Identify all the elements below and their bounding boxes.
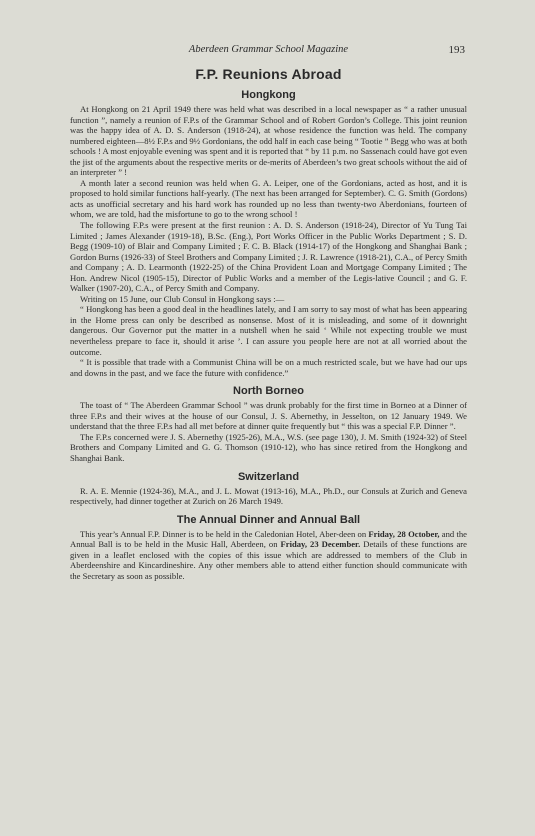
section-heading: Hongkong xyxy=(241,89,296,101)
running-title: Aberdeen Grammar School Magazine xyxy=(188,44,349,55)
paragraph: A month later a second reunion was held when G. A. Leiper, one of the Gordonians, acted as host, and it is proposed to hold similar functions half-yearly. (The next has been arranged for September). C. G. Smith (Gordons) acts as unofficial secretary and his hard work has rounded up no less than twenty-two Aberdonians, fourteen of whom, we are told, had the misfortune to go to the wrong school ! xyxy=(70,177,467,220)
paragraph xyxy=(70,529,467,582)
paragraph: The F.P.s concerned were J. S. Abernethy (1925-26), M.A., W.S. (see page 130), J. M. Smith (1924-32) of Steel Brothers and Company Limited and G. G. Thomson (1910-12), who has since retired from the Hongkong and Shanghai Bank. xyxy=(70,431,467,463)
section-heading: North Borneo xyxy=(233,385,304,398)
paragraph: The following F.P.s were present at the first reunion : A. D. S. Anderson (1918-24), Director of Yu Tung Tai Limited ; James Alexander (1919-18), B.Sc. (Eng.), Port Works Officer in the Public Works Department ; S. D. Begg (1909-10) of Blair and Company Limited ; F. C. B. Black (1914-17) of the Hongkong and Shanghai Bank ; Gordon Burns (1926-33) of Steel Brothers and Company Limited ; J. R. Lawrence (1918-21), C.A., of Percy Smith and Company ; A. D. Learmonth (1922-25) of the China Provident Loan and Mortgage Company Limited ; The Hon. Andrew Nicol (1905-15), Director of Public Works and a member of the Legis-lative Council ; and G. F. Walker (1907-20), C.A., of Percy Smith and Company. xyxy=(70,220,467,294)
section-north-borneo xyxy=(70,385,467,463)
section-heading: The Annual Dinner and Annual Ball xyxy=(176,513,361,526)
section-hongkong xyxy=(70,89,467,378)
running-header xyxy=(70,44,467,58)
paragraph: R. A. E. Mennie (1924-36), M.A., and J. L. Mowat (1913-16), M.A., Ph.D., our Consuls at Zurich and Geneva respectively, had dinner together at Zurich on 26 March 1949. xyxy=(70,485,467,507)
dinner-text-2: and the Annual Ball is to be held in the Music Hall, Aberdeen, on xyxy=(70,528,467,550)
section-annual-dinner xyxy=(70,514,467,582)
section-switzerland xyxy=(70,471,467,507)
article-title: F.P. Reunions Abroad xyxy=(195,66,342,82)
dinner-text-1: This year’s Annual F.P. Dinner is to be held in the Caledonian Hotel, Aber-deen on xyxy=(80,528,369,539)
paragraph: “ It is possible that trade with a Communist China will be on a much restricted scale, but we have had our ups and downs in the past, and we face the future with confidence.” xyxy=(70,357,467,378)
paragraph: “ Hongkong has been a good deal in the headlines lately, and I am sorry to say most of what has been appearing in the Home press can only be described as nonsense. Most of it is misleading, and some of it downright dangerous. Our Governor put the matter in a nutshell when he said ‘ While not expecting trouble we must nevertheless prepare to face it, should it arise ’. I can assure you people here are not at all worried about the outcome. xyxy=(70,304,467,357)
paragraph: The toast of “ The Aberdeen Grammar School ” was drunk probably for the first time in Borneo at a Dinner of three F.P.s and their wives at the house of our Consul, J. S. Abernethy, in Jesselton, on 12 January 1949. We understand that the three F.P.s had all met before at dinner quite frequently but “ this was a special F.P. Dinner ”. xyxy=(70,400,467,432)
dinner-date: Friday, 28 October, xyxy=(368,528,440,539)
ball-date: Friday, 23 December. xyxy=(280,539,361,550)
paragraph: Writing on 15 June, our Club Consul in Hongkong says :— xyxy=(80,293,285,304)
section-heading: Switzerland xyxy=(237,470,300,483)
paragraph: At Hongkong on 21 April 1949 there was held what was described in a local newspaper as “ a rather unusual function ”, namely a reunion of F.P.s of the Grammar School and of Robert Gordon’s College. This joint reunion was the happy idea of A. D. S. Anderson (1918-24), at whose residence the function was held. The company numbered eighteen—8½ F.P.s and 9½ Gordonians, the odd half in each case being “ Tootie ” Begg who was at both schools ! A most enjoyable evening was spent and it is reported that “ by 11 p.m. no Sassenach could have got even the jist of the arguments about the respective merits or de-merits of Aberdeen’s two great schools without the aid of an interpreter ” ! xyxy=(70,104,467,178)
dinner-text-3: Details of these functions are given in a leaflet enclosed with the copies of this issue which are addressed to members of the Club in Aberdeenshire and Kincardineshire. Any other members able to attend either function should communicate with the Secretary as soon as possible. xyxy=(70,539,467,581)
page-number: 193 xyxy=(448,44,465,56)
article xyxy=(70,66,467,581)
